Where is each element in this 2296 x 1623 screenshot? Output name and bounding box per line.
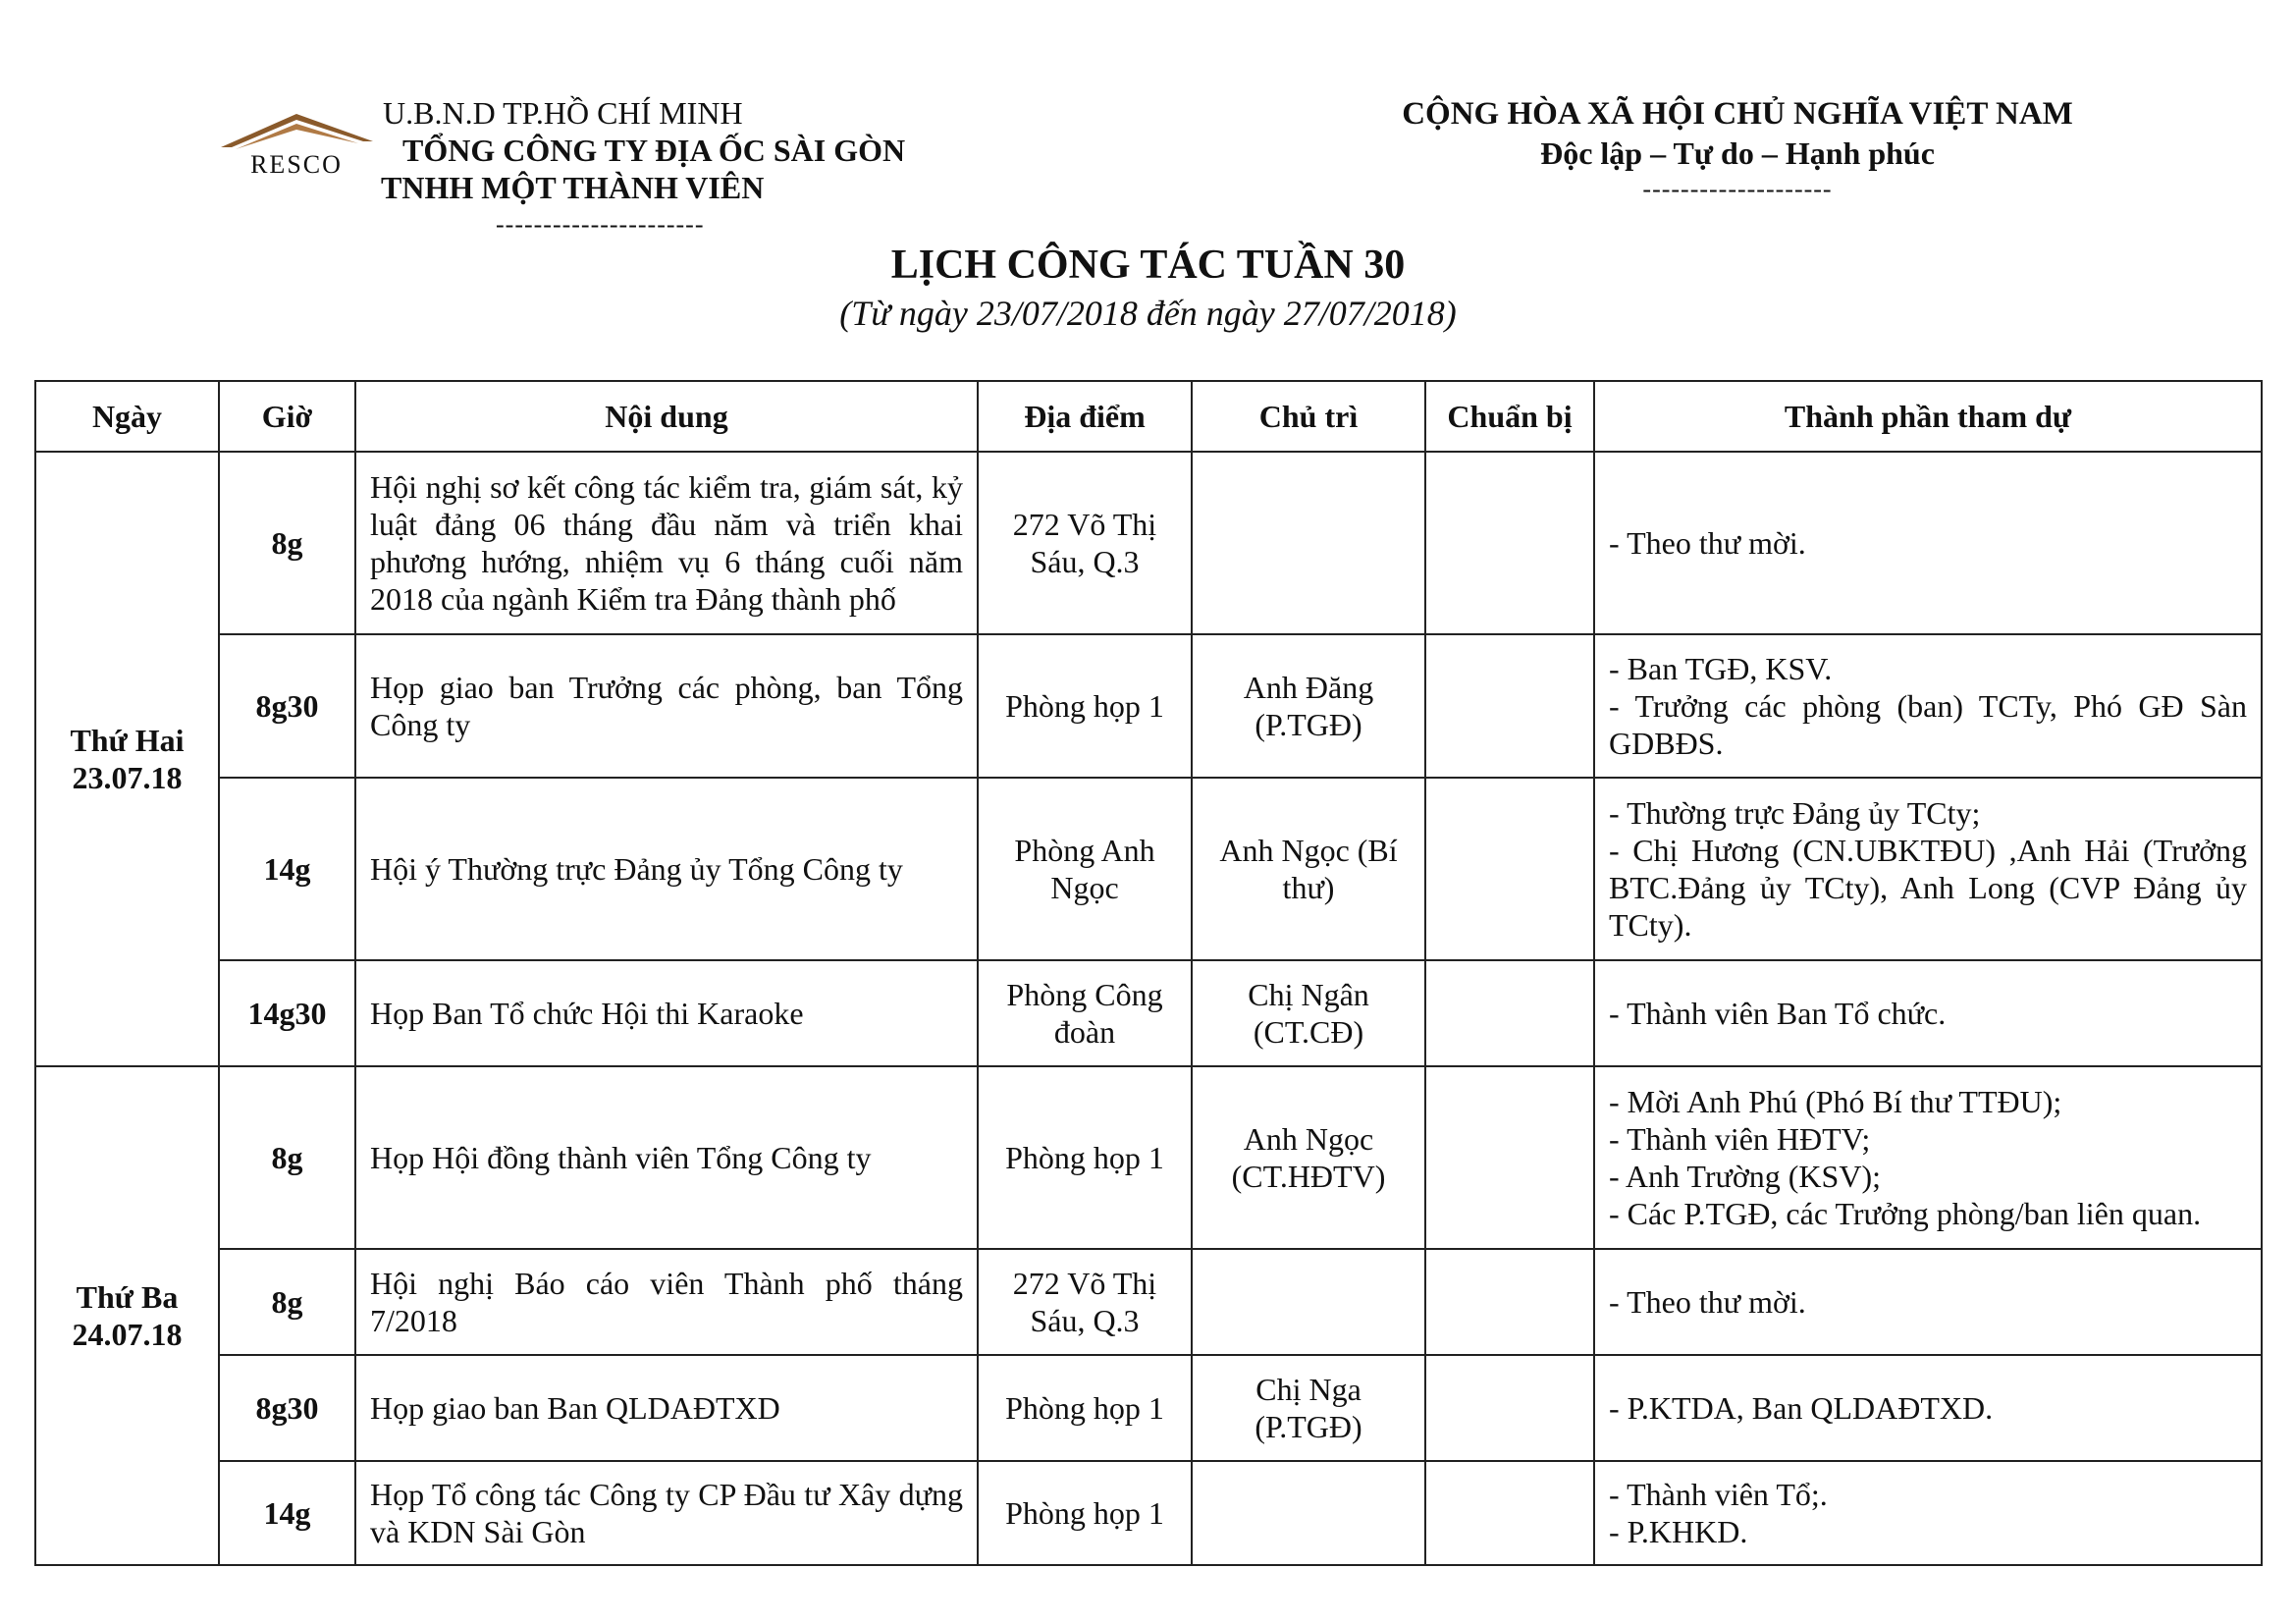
content-cell: Hội nghị Báo cáo viên Thành phố tháng 7/2018 [355,1249,978,1355]
col-header-time: Giờ [219,381,355,452]
host-cell: Chị Ngân (CT.CĐ) [1192,960,1425,1066]
content-cell: Họp giao ban Ban QLDAĐTXD [355,1355,978,1461]
day-date: 23.07.18 [72,760,183,795]
table-row [35,452,2262,634]
prep-cell [1425,634,1594,778]
time-cell: 14g [219,1461,355,1565]
place-cell: Phòng họp 1 [978,634,1192,778]
host-cell: Chị Nga (P.TGĐ) [1192,1355,1425,1461]
table-row [35,634,2262,778]
host-cell: Anh Đăng (P.TGĐ) [1192,634,1425,778]
attendee-line: - Anh Trường (KSV); [1609,1159,1881,1194]
prep-cell [1425,960,1594,1066]
place-cell: Phòng họp 1 [978,1461,1192,1565]
svg-text:RESCO: RESCO [250,150,343,179]
national-header [1306,94,2169,206]
table-header-row [35,381,2262,452]
time-cell: 8g [219,1249,355,1355]
attendee-line: - P.KTDA, Ban QLDAĐTXD. [1609,1390,1994,1426]
col-header-attendees: Thành phần tham dự [1594,381,2262,452]
col-header-prep: Chuẩn bị [1425,381,1594,452]
resco-logo [216,112,378,181]
org-divider: ---------------------- [496,210,705,239]
place-cell: Phòng Công đoàn [978,960,1192,1066]
attendee-line: - Thành viên Tổ;. [1609,1477,1828,1512]
place-cell: 272 Võ Thị Sáu, Q.3 [978,1249,1192,1355]
place-cell: Phòng họp 1 [978,1066,1192,1249]
attendee-line: - Trưởng các phòng (ban) TCTy, Phó GĐ Sàn GDBĐS. [1609,688,2247,761]
attendee-line: - Thường trực Đảng ủy TCty; [1609,795,1981,831]
prep-cell [1425,1066,1594,1249]
content-cell: Hội ý Thường trực Đảng ủy Tổng Công ty [355,778,978,960]
attendees-cell [1594,634,2262,778]
content-cell: Họp Hội đồng thành viên Tổng Công ty [355,1066,978,1249]
prep-cell [1425,452,1594,634]
date-range: (Từ ngày 23/07/2018 đến ngày 27/07/2018) [839,294,1457,333]
col-header-host: Chủ trì [1192,381,1425,452]
content-cell: Hội nghị sơ kết công tác kiểm tra, giám sát, kỷ luật đảng 06 tháng đầu năm và triển khai phương hướng, nhiệm vụ 6 tháng cuối năm 2018 của ngành Kiểm tra Đảng thành phố [355,452,978,634]
attendees-cell [1594,960,2262,1066]
place-cell: 272 Võ Thị Sáu, Q.3 [978,452,1192,634]
day-cell [35,452,219,1066]
national-motto: Độc lập – Tự do – Hạnh phúc [1540,135,1935,171]
attendees-cell [1594,452,2262,634]
prep-cell [1425,1461,1594,1565]
attendee-line: - Mời Anh Phú (Phó Bí thư TTĐU); [1609,1084,2062,1119]
content-cell: Họp Ban Tổ chức Hội thi Karaoke [355,960,978,1066]
time-cell: 8g [219,452,355,634]
day-name: Thứ Ba [76,1279,179,1315]
attendee-line: - Các P.TGĐ, các Trưởng phòng/ban liên quan. [1609,1196,2202,1231]
content-cell: Họp giao ban Trưởng các phòng, ban Tổng Công ty [355,634,978,778]
prep-cell [1425,1249,1594,1355]
table-row [35,1461,2262,1565]
table-row [35,1355,2262,1461]
time-cell: 14g30 [219,960,355,1066]
country-name: CỘNG HÒA XÃ HỘI CHỦ NGHĨA VIỆT NAM [1402,96,2073,132]
attendees-cell [1594,778,2262,960]
host-cell [1192,1249,1425,1355]
attendee-line: - Thành viên HĐTV; [1609,1121,1871,1157]
col-header-place: Địa điểm [978,381,1192,452]
attendee-line: - Chị Hương (CN.UBKTĐU) ,Anh Hải (Trưởng BTC.Đảng ủy TCty), Anh Long (CVP Đảng ủy TCty). [1609,833,2247,943]
host-cell: Anh Ngọc (Bí thư) [1192,778,1425,960]
time-cell: 8g30 [219,634,355,778]
content-cell: Họp Tổ công tác Công ty CP Đầu tư Xây dựng và KDN Sài Gòn [355,1461,978,1565]
time-cell: 8g30 [219,1355,355,1461]
prep-cell [1425,778,1594,960]
host-cell [1192,1461,1425,1565]
attendees-cell [1594,1461,2262,1565]
attendees-cell [1594,1066,2262,1249]
attendee-line: - Theo thư mời. [1609,1284,1806,1320]
time-cell: 14g [219,778,355,960]
time-cell: 8g [219,1066,355,1249]
schedule-table [34,380,2263,1566]
attendees-cell [1594,1355,2262,1461]
table-row [35,1066,2262,1249]
org-name-line1: TỔNG CÔNG TY ĐỊA ỐC SÀI GÒN [402,133,906,168]
day-date: 24.07.18 [72,1317,183,1352]
table-row [35,1249,2262,1355]
attendee-line: - Theo thư mời. [1609,525,1806,561]
org-name-line2: TNHH MỘT THÀNH VIÊN [381,170,765,205]
motto-divider: -------------------- [1642,175,1833,203]
col-header-content: Nội dung [355,381,978,452]
attendee-line: - P.KHKD. [1609,1514,1748,1549]
host-cell: Anh Ngọc (CT.HĐTV) [1192,1066,1425,1249]
col-header-day: Ngày [35,381,219,452]
day-cell [35,1066,219,1565]
place-cell: Phòng Anh Ngọc [978,778,1192,960]
host-cell [1192,452,1425,634]
day-name: Thứ Hai [70,723,185,758]
attendee-line: - Ban TGĐ, KSV. [1609,651,1833,686]
attendees-cell [1594,1249,2262,1355]
prep-cell [1425,1355,1594,1461]
place-cell: Phòng họp 1 [978,1355,1192,1461]
table-row [35,778,2262,960]
org-parent-name: U.B.N.D TP.HỒ CHÍ MINH [383,95,743,131]
attendee-line: - Thành viên Ban Tổ chức. [1609,996,1947,1031]
document-title: LỊCH CÔNG TÁC TUẦN 30 [890,243,1406,288]
table-row [35,960,2262,1066]
